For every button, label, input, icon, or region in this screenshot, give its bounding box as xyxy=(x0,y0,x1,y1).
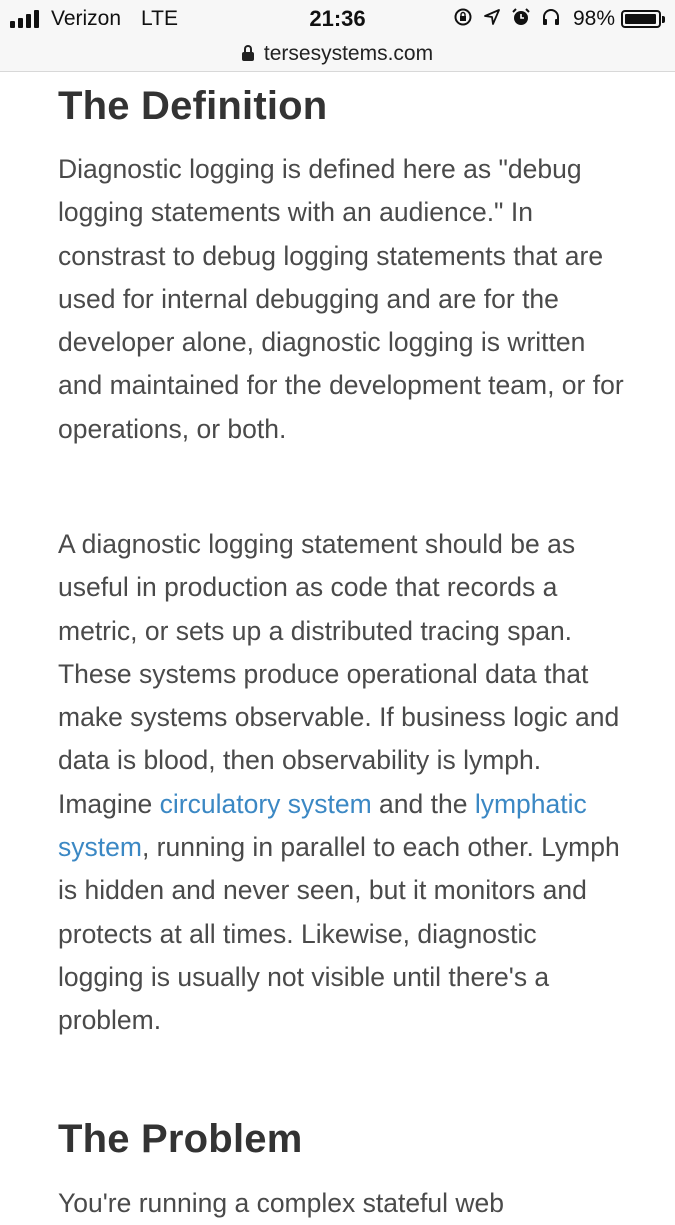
paragraph-text: A diagnostic logging statement should be as useful in production as code that records a metric, or sets up a distributed tracing span. These systems produce operational data that make systems observable. If business logic and data is blood, then observability is lymph. Imagine xyxy=(58,529,620,819)
heading-the-problem: The Problem xyxy=(58,1117,303,1161)
lock-icon xyxy=(242,52,254,61)
link-circulatory-system[interactable]: circulatory system xyxy=(159,788,372,819)
headphones-icon xyxy=(541,7,561,31)
status-bar xyxy=(0,0,675,36)
battery-level xyxy=(625,14,656,24)
alarm-clock-icon xyxy=(511,7,531,31)
paragraph-diagnostic-statement xyxy=(58,523,628,1043)
heading-the-definition: The Definition xyxy=(58,84,328,128)
paragraph-text: and the xyxy=(371,788,475,819)
battery-icon xyxy=(621,10,661,28)
clock: 21:36 xyxy=(309,6,366,31)
network-type: LTE xyxy=(141,7,179,30)
link-lymphatic-system[interactable]: lymphatic system xyxy=(58,788,587,863)
address-bar[interactable] xyxy=(0,36,675,72)
screen-lock-rotation-icon xyxy=(453,7,473,31)
url-text[interactable]: tersesystems.com xyxy=(263,41,434,65)
paragraph-problem-partial: You're running a complex stateful web xyxy=(58,1188,505,1218)
paragraph-definition: Diagnostic logging is defined here as "debug logging statements with an audience." In constrast to debug logging statements that are used for internal debugging and are for the developer alone, diagnostic logging is written and maintained for the development team, or for operations, or both. xyxy=(58,154,624,444)
location-arrow-icon xyxy=(483,8,501,30)
battery-percent: 98% xyxy=(572,7,615,30)
paragraph-text: , running in parallel to each other. Lymph is hidden and never seen, but it monitors and protects at all times. Likewise, diagnostic logging is usually not visible until there's a problem. xyxy=(58,832,620,1036)
status-right xyxy=(443,6,661,32)
carrier-name: Verizon xyxy=(51,7,122,30)
